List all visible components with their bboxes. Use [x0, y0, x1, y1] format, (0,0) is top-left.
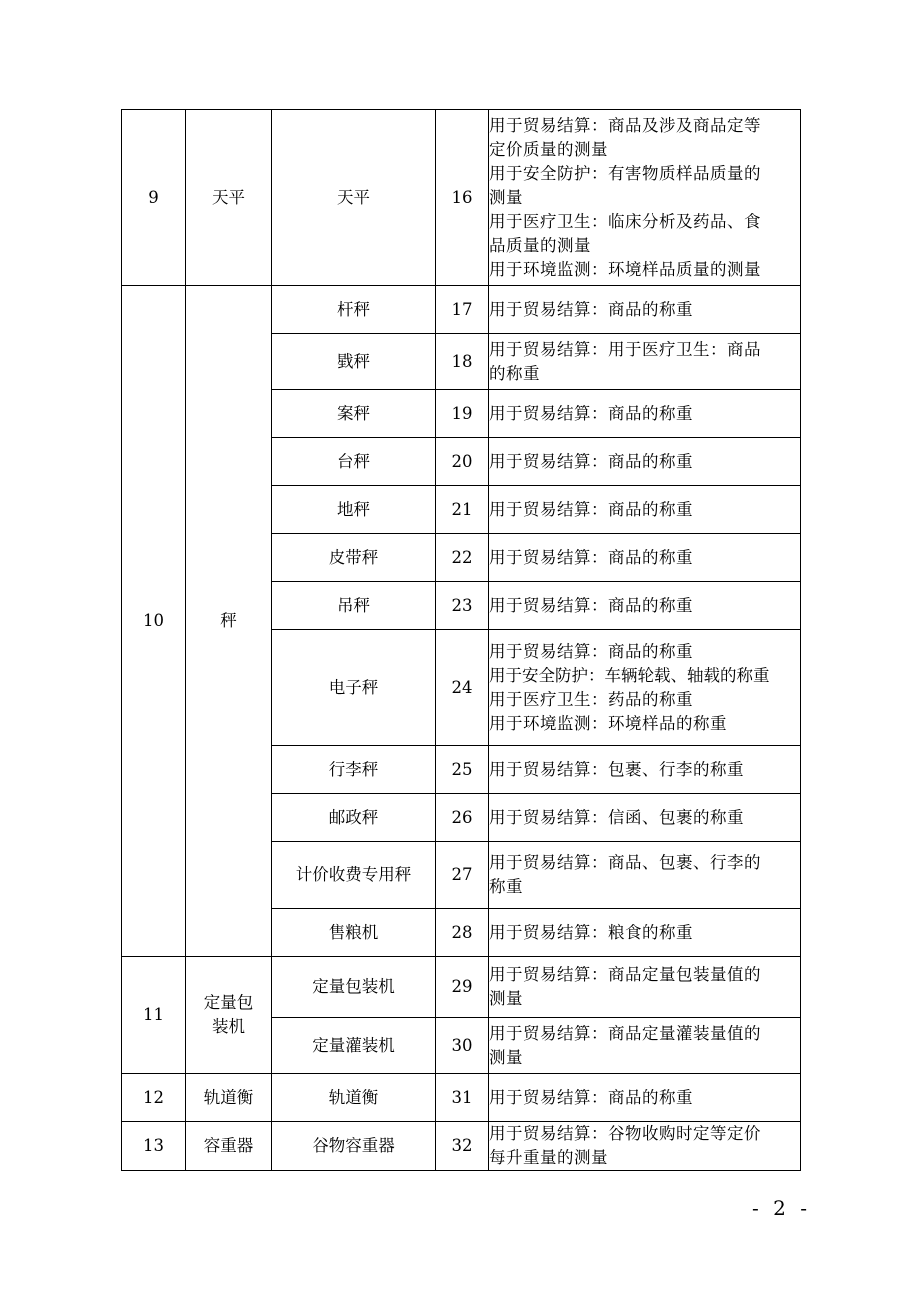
usage-description-cell: [489, 1122, 801, 1171]
desc-line: 用于安全防护：车辆轮载、轴载的称重: [489, 665, 770, 685]
desc-line: 用于贸易结算：商品的称重: [489, 499, 693, 519]
desc-line: 用于医疗卫生：药品的称重: [489, 689, 693, 709]
table-row: [122, 110, 801, 286]
desc-line: 用于贸易结算：商品的称重: [489, 403, 693, 423]
usage-description-cell: [489, 909, 801, 957]
item-name-cell: 天平: [272, 110, 436, 286]
desc-line: 用于环境监测：环境样品质量的测量: [489, 259, 761, 279]
desc-line: 用于贸易结算：信函、包裹的称重: [489, 807, 744, 827]
usage-description-cell: [489, 286, 801, 334]
item-name-cell: 地秤: [272, 486, 436, 534]
usage-description-cell: [489, 110, 801, 286]
item-code-cell: 20: [436, 438, 489, 486]
usage-description-cell: [489, 438, 801, 486]
instrument-table: [121, 109, 801, 1171]
item-name-cell: 电子秤: [272, 630, 436, 746]
desc-line: 测量: [489, 1047, 523, 1067]
item-code-cell: 26: [436, 794, 489, 842]
desc-line: 用于贸易结算：粮食的称重: [489, 922, 693, 942]
item-name-cell: 行李秤: [272, 746, 436, 794]
usage-description-cell: [489, 842, 801, 909]
usage-description-cell: [489, 486, 801, 534]
usage-description-cell: [489, 1018, 801, 1074]
usage-description-cell: [489, 534, 801, 582]
table-row: [122, 1122, 801, 1171]
item-code-cell: 30: [436, 1018, 489, 1074]
usage-description-cell: [489, 582, 801, 630]
item-name-cell: 杆秤: [272, 286, 436, 334]
row-number: 9: [122, 110, 186, 286]
item-code-cell: 25: [436, 746, 489, 794]
item-name-cell: 定量灌装机: [272, 1018, 436, 1074]
desc-line: 用于贸易结算：包裹、行李的称重: [489, 759, 744, 779]
usage-description-cell: [489, 390, 801, 438]
item-name-cell: 定量包装机: [272, 957, 436, 1018]
category-line: 定量包: [203, 993, 254, 1012]
desc-line: 用于贸易结算：商品的称重: [489, 641, 693, 661]
desc-line: 用于医疗卫生：临床分析及药品、食: [489, 211, 761, 231]
item-code-cell: 16: [436, 110, 489, 286]
row-number: 10: [122, 286, 186, 957]
row-number: 13: [122, 1122, 186, 1171]
desc-line: 用于贸易结算：商品的称重: [489, 299, 693, 319]
item-code-cell: 19: [436, 390, 489, 438]
usage-description-cell: [489, 746, 801, 794]
item-code-cell: 22: [436, 534, 489, 582]
category-cell: [186, 957, 272, 1074]
item-code-cell: 24: [436, 630, 489, 746]
item-name-cell: 戥秤: [272, 334, 436, 390]
item-code-cell: 31: [436, 1074, 489, 1122]
category-cell: 容重器: [186, 1122, 272, 1171]
item-code-cell: 17: [436, 286, 489, 334]
item-code-cell: 28: [436, 909, 489, 957]
desc-line: 用于贸易结算：商品的称重: [489, 595, 693, 615]
desc-line: 用于环境监测：环境样品的称重: [489, 713, 727, 733]
usage-description-cell: [489, 334, 801, 390]
desc-line: 用于贸易结算：商品及涉及商品定等: [489, 115, 761, 135]
page-number: - 2 -: [752, 1196, 811, 1220]
item-code-cell: 21: [436, 486, 489, 534]
category-line: 装机: [212, 1017, 245, 1036]
item-code-cell: 27: [436, 842, 489, 909]
desc-line: 用于贸易结算：商品、包裹、行李的: [489, 853, 761, 872]
desc-line: 称重: [489, 877, 523, 896]
category-cell: 天平: [186, 110, 272, 286]
item-name-cell: 轨道衡: [272, 1074, 436, 1122]
desc-line: 用于贸易结算：商品定量包装量值的: [489, 965, 761, 984]
table-row: [122, 1074, 801, 1122]
item-code-cell: 23: [436, 582, 489, 630]
item-code-cell: 29: [436, 957, 489, 1018]
item-name-cell: 计价收费专用秤: [272, 842, 436, 909]
item-name-cell: 吊秤: [272, 582, 436, 630]
usage-description-cell: [489, 794, 801, 842]
category-cell: 轨道衡: [186, 1074, 272, 1122]
usage-description-cell: [489, 957, 801, 1018]
desc-line: 定价质量的测量: [489, 139, 608, 159]
usage-description-cell: [489, 1074, 801, 1122]
item-name-cell: 谷物容重器: [272, 1122, 436, 1171]
desc-line: 用于贸易结算：商品的称重: [489, 451, 693, 471]
row-number: 11: [122, 957, 186, 1074]
desc-line: 的称重: [489, 363, 540, 383]
desc-line: 每升重量的测量: [489, 1148, 608, 1167]
row-number: 12: [122, 1074, 186, 1122]
desc-line: 用于贸易结算：商品的称重: [489, 547, 693, 567]
item-name-cell: 案秤: [272, 390, 436, 438]
item-code-cell: 32: [436, 1122, 489, 1171]
desc-line: 用于安全防护：有害物质样品质量的: [489, 163, 761, 183]
desc-line: 测量: [489, 187, 523, 207]
desc-line: 用于贸易结算：商品定量灌装量值的: [489, 1023, 761, 1043]
desc-line: 用于贸易结算：谷物收购时定等定价: [489, 1124, 761, 1143]
table-row: [122, 957, 801, 1018]
item-name-cell: 售粮机: [272, 909, 436, 957]
usage-description-cell: [489, 630, 801, 746]
desc-line: 用于贸易结算：商品的称重: [489, 1087, 693, 1107]
table-row: [122, 286, 801, 334]
category-cell: 秤: [186, 286, 272, 957]
desc-line: 品质量的测量: [489, 235, 591, 255]
item-name-cell: 邮政秤: [272, 794, 436, 842]
item-name-cell: 皮带秤: [272, 534, 436, 582]
item-name-cell: 台秤: [272, 438, 436, 486]
desc-line: 用于贸易结算：用于医疗卫生：商品: [489, 339, 761, 359]
desc-line: 测量: [489, 989, 523, 1008]
item-code-cell: 18: [436, 334, 489, 390]
